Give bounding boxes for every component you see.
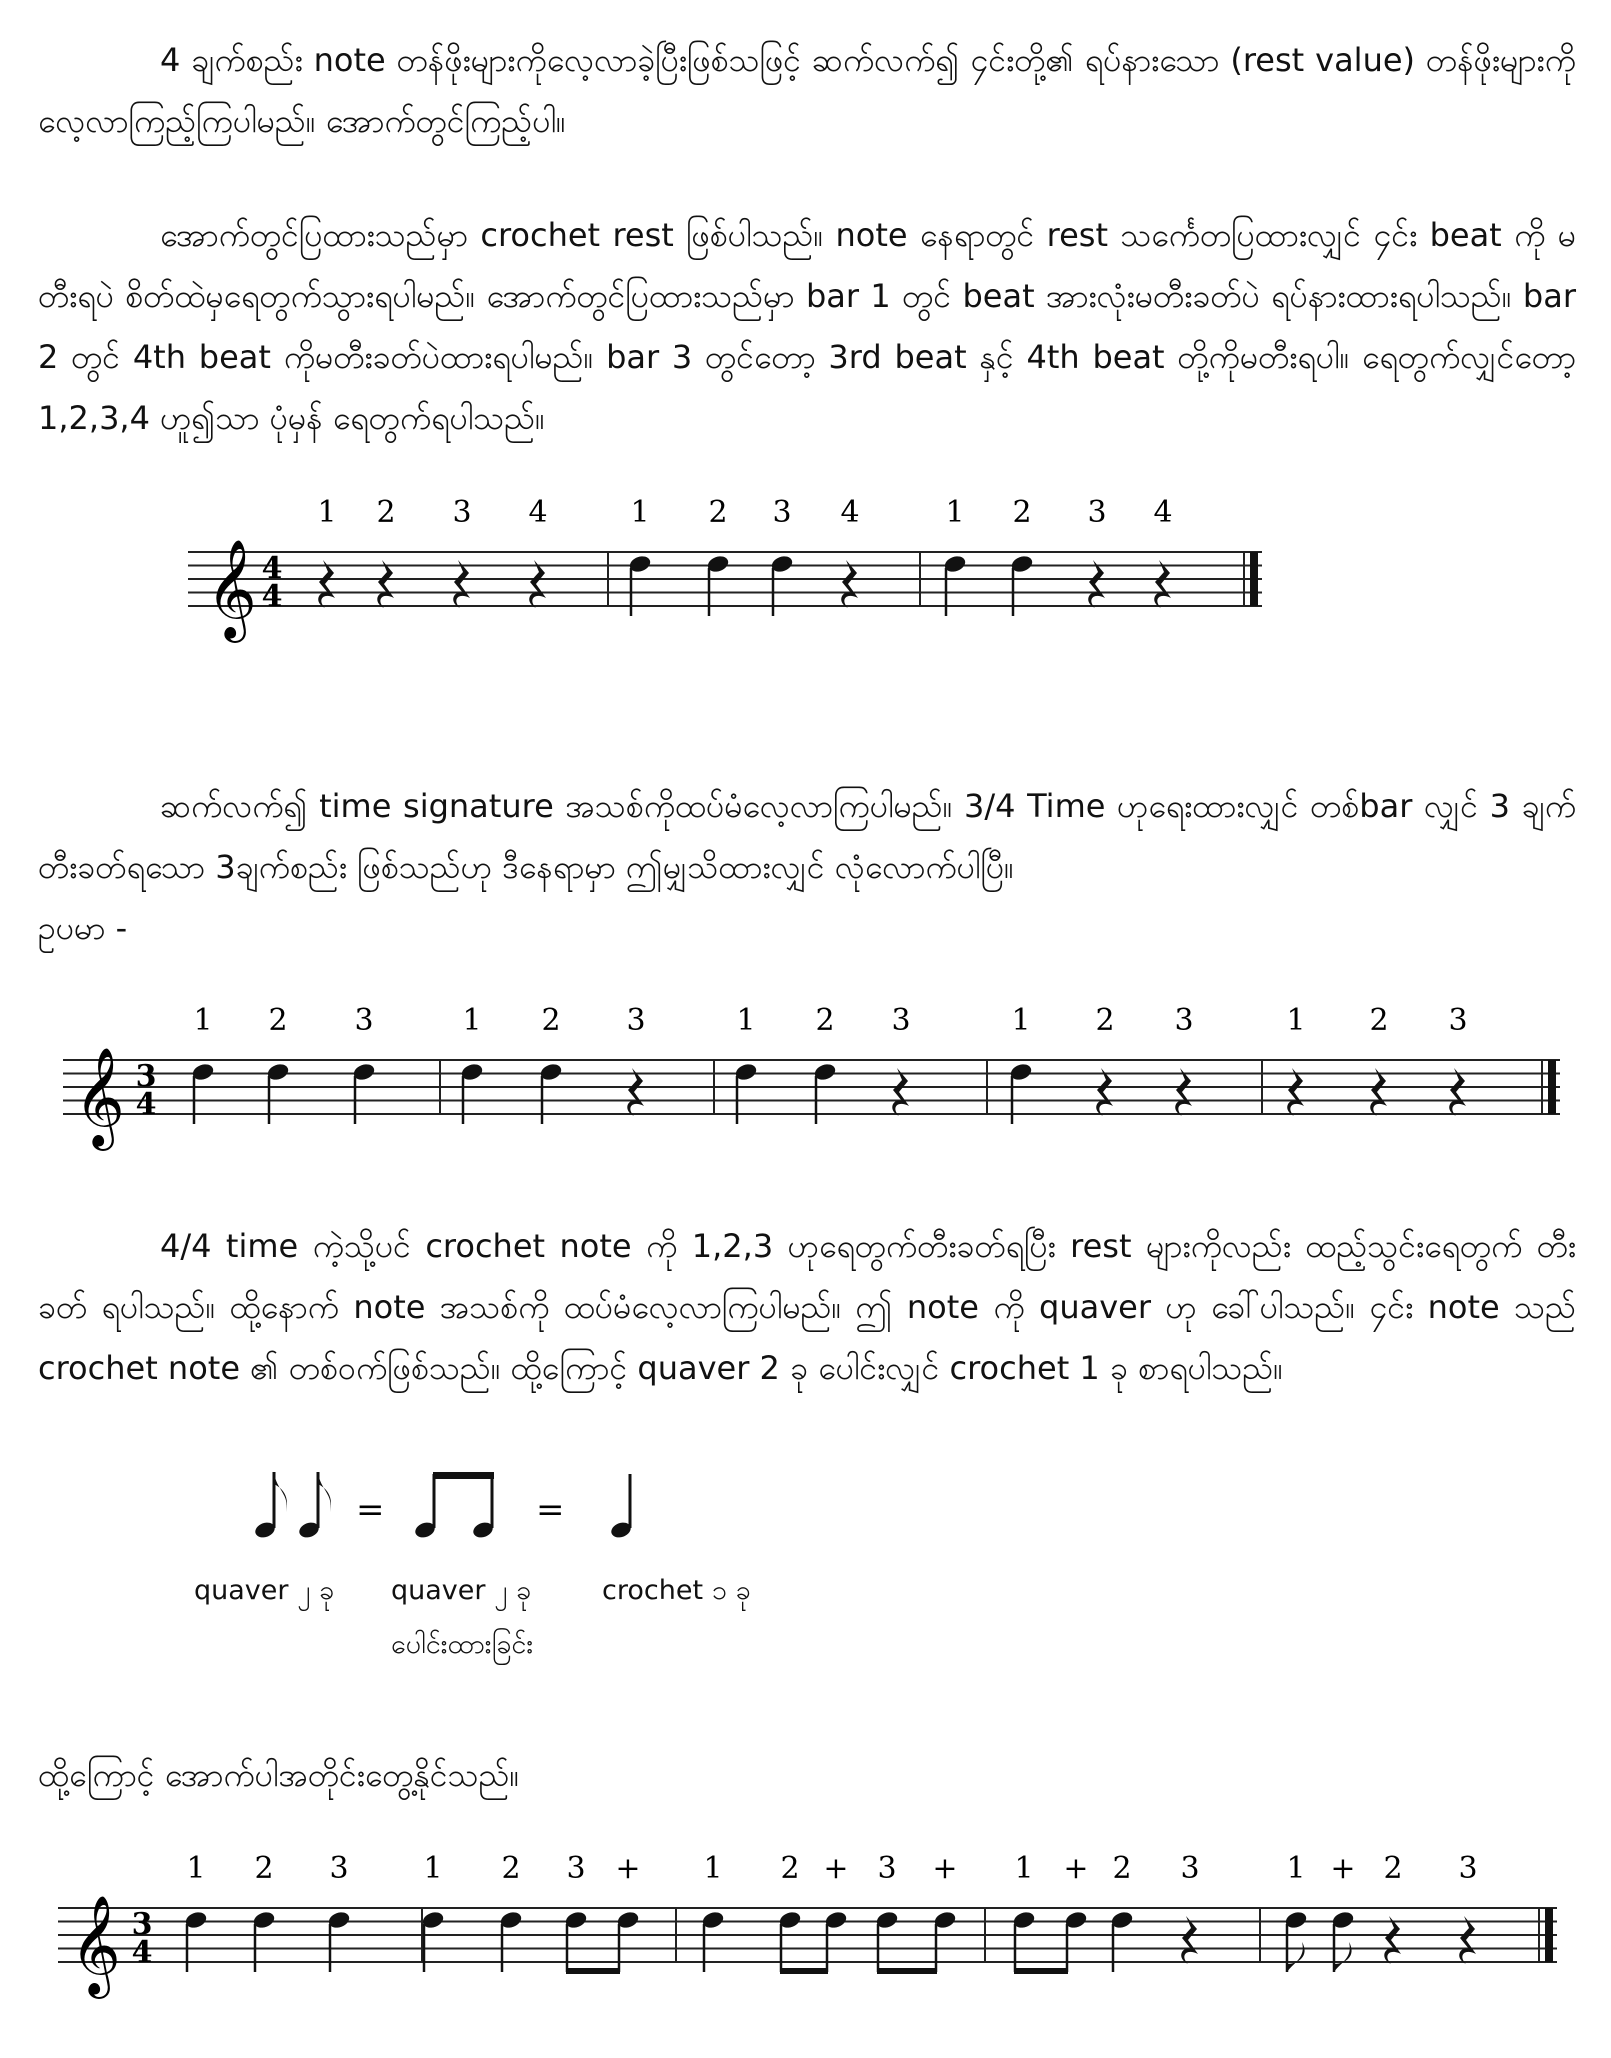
quaver-beam bbox=[877, 1968, 937, 1974]
quaver-flag bbox=[1287, 1942, 1305, 1972]
notehead bbox=[943, 554, 968, 575]
beat-count-label: 3 bbox=[329, 1851, 349, 1886]
crochet-rest-icon bbox=[892, 1068, 909, 1116]
notehead bbox=[1331, 1910, 1356, 1931]
paragraph-quaver-intro: 4/4 time ကဲ့သို့ပင် crochet note ကို 1,2,3 ဟုရေတွက်တီးခတ်ရပြီး rest များကိုလည်း ထည့်သွင်းရေတွက် တီးခတ် ရပါသည်။ ထို့နောက် note အသစ်ကို ထပ်မံလေ့လာကြပါမည်။ ဤ note ကို quaver ဟု ခေါ်ပါသည်။ ၄င်း note သည် crochet note ၏ တစ်ဝက်ဖြစ်သည်။ ထို့ကြောင့် quaver 2 ခု ပေါင်းလျှင် crochet 1 ခု စာရပါသည်။ bbox=[38, 1227, 1576, 1387]
quaver-pair-label: quaver ၂ ခု bbox=[194, 1575, 335, 1606]
beat-count-label: 1 bbox=[193, 1003, 213, 1038]
beamed-quaver-label-2: ပေါင်းထားခြင်း bbox=[391, 1629, 534, 1660]
crochet-rest-icon bbox=[1181, 1916, 1198, 1964]
paragraph-three-four-time: ဆက်လက်၍ time signature အသစ်ကိုထပ်မံလေ့လာကြပါမည်။ 3/4 Time ဟုရေးထားလျှင် တစ်bar လျှင် 3 ချက်တီးခတ်ရသော 3ချက်စည်း ဖြစ်သည်ဟု ဒီနေရာမှာ ဤမျှသိထားလျှင် လုံလောက်ပါပြီ။ bbox=[38, 787, 1576, 886]
crochet-rest-icon bbox=[1096, 1068, 1113, 1116]
time-signature-top: 3 bbox=[135, 1059, 157, 1094]
crochet-rest-icon bbox=[1088, 560, 1105, 608]
notehead bbox=[1009, 1062, 1034, 1083]
paragraph-rest-intro: 4 ချက်စည်း note တန်ဖိုးများကိုလေ့လာခဲ့ပြီးဖြစ်သဖြင့် ဆက်လက်၍ ၄င်းတို့၏ ရပ်နားသော (rest value) တန်ဖိုးများကို လေ့လာကြည့်ကြပါမည်။ အောက်တွင်ကြည့်ပါ။ bbox=[38, 41, 1576, 140]
final-barline-thick bbox=[1548, 1060, 1556, 1114]
notehead bbox=[1012, 1910, 1037, 1931]
notehead bbox=[824, 1910, 849, 1931]
beat-count-label: 3 bbox=[452, 495, 472, 530]
beat-count-label: 1 bbox=[1011, 1003, 1031, 1038]
time-signature-bottom: 4 bbox=[261, 579, 283, 614]
paragraph-crochet-rest: အောက်တွင်ပြထားသည်မှာ crochet rest ဖြစ်ပါသည်။ note နေရာတွင် rest သင်္ကေတပြထားလျှင် ၄င်း beat ကို မတီးရပဲ စိတ်ထဲမှရေတွက်သွားရပါမည်။ အောက်တွင်ပြထားသည်မှာ bar 1 တွင် beat အားလုံးမတီးခတ်ပဲ ရပ်နားထားရပါသည်။ bar 2 တွင် 4th beat ကိုမတီးခတ်ပဲထားရပါမည်။ bar 3 တွင်တော့ 3rd beat နှင့် 4th beat တို့ကိုမတီးရပါ။ ရေတွက်လျှင်တော့ 1,2,3,4 ဟူ၍သာ ပုံမှန် ရေတွက်ရပါသည်။ bbox=[38, 216, 1576, 437]
beat-count-label: 2 bbox=[268, 1003, 288, 1038]
quaver-beam bbox=[1014, 1968, 1068, 1974]
beat-count-label: 3 bbox=[566, 1851, 586, 1886]
beat-count-label: 2 bbox=[1095, 1003, 1115, 1038]
beat-count-label: 3 bbox=[1448, 1003, 1468, 1038]
notehead bbox=[628, 554, 653, 575]
crochet-rest-icon bbox=[1449, 1068, 1466, 1116]
notehead bbox=[460, 1062, 485, 1083]
beat-count-label: 2 bbox=[780, 1851, 800, 1886]
notehead bbox=[706, 554, 731, 575]
time-signature-top: 3 bbox=[131, 1907, 153, 1942]
time-signature-bottom: 4 bbox=[131, 1935, 153, 1970]
beat-count-label: 1 bbox=[423, 1851, 443, 1886]
equals-sign: = bbox=[356, 1490, 385, 1530]
beat-count-label: 1 bbox=[462, 1003, 482, 1038]
beat-count-label: 4 bbox=[840, 495, 860, 530]
beat-count-label: 1 bbox=[186, 1851, 206, 1886]
crochet-rest-icon bbox=[529, 560, 546, 608]
notehead bbox=[421, 1910, 446, 1931]
beat-count-label: + bbox=[615, 1851, 641, 1886]
equals-sign: = bbox=[536, 1490, 565, 1530]
treble-clef-icon: 𝄞 bbox=[74, 1047, 125, 1147]
beat-count-label: 1 bbox=[1286, 1003, 1306, 1038]
notehead bbox=[539, 1062, 564, 1083]
notehead bbox=[252, 1910, 277, 1931]
crochet-rest-icon bbox=[453, 560, 470, 608]
beat-count-label: 1 bbox=[317, 495, 337, 530]
beat-count-label: 4 bbox=[528, 495, 548, 530]
beat-count-label: 1 bbox=[1286, 1851, 1306, 1886]
time-signature-bottom: 4 bbox=[135, 1087, 157, 1122]
beat-count-label: 3 bbox=[1458, 1851, 1478, 1886]
notehead bbox=[1064, 1910, 1089, 1931]
notehead bbox=[734, 1062, 759, 1083]
notehead bbox=[1110, 1910, 1135, 1931]
beat-count-label: 2 bbox=[254, 1851, 274, 1886]
beat-count-label: 3 bbox=[1174, 1003, 1194, 1038]
notehead bbox=[933, 1910, 958, 1931]
notehead bbox=[499, 1910, 524, 1931]
crochet-label: crochet ၁ ခု bbox=[602, 1575, 751, 1606]
crochet-rest-icon bbox=[1287, 1068, 1304, 1116]
notehead bbox=[770, 554, 795, 575]
beat-count-label: + bbox=[1330, 1851, 1356, 1886]
beat-count-label: 1 bbox=[703, 1851, 723, 1886]
beat-count-label: 3 bbox=[354, 1003, 374, 1038]
beat-count-label: 1 bbox=[1014, 1851, 1034, 1886]
beat-count-label: 2 bbox=[1383, 1851, 1403, 1886]
paragraph-therefore: ထို့ကြောင့် အောက်ပါအတိုင်းတွေ့နိုင်သည်။ bbox=[38, 1756, 520, 1794]
notehead bbox=[701, 1910, 726, 1931]
treble-clef-icon: 𝄞 bbox=[206, 539, 257, 639]
notehead bbox=[778, 1910, 803, 1931]
beat-count-label: 3 bbox=[1087, 495, 1107, 530]
notehead bbox=[266, 1062, 291, 1083]
beat-count-label: 3 bbox=[626, 1003, 646, 1038]
beat-count-label: 1 bbox=[736, 1003, 756, 1038]
beat-count-label: 3 bbox=[891, 1003, 911, 1038]
crochet-rest-icon bbox=[1370, 1068, 1387, 1116]
crochet-rest-icon bbox=[841, 560, 858, 608]
quaver-beam bbox=[566, 1968, 620, 1974]
quaver-flag bbox=[1334, 1942, 1352, 1972]
notehead bbox=[564, 1910, 589, 1931]
staff-group bbox=[63, 1003, 1560, 1151]
notehead bbox=[184, 1910, 209, 1931]
notehead bbox=[191, 1062, 216, 1083]
beat-count-label: 2 bbox=[376, 495, 396, 530]
notehead bbox=[813, 1062, 838, 1083]
quaver-note-icon bbox=[297, 1472, 331, 1540]
beamed-quavers-icon bbox=[413, 1472, 495, 1540]
final-barline-thick bbox=[1250, 552, 1258, 606]
beat-count-label: + bbox=[823, 1851, 849, 1886]
beat-count-label: + bbox=[1063, 1851, 1089, 1886]
crochet-rest-icon bbox=[377, 560, 394, 608]
beat-count-label: 2 bbox=[1369, 1003, 1389, 1038]
notehead bbox=[327, 1910, 352, 1931]
beat-count-label: 1 bbox=[630, 495, 650, 530]
beat-count-label: 3 bbox=[877, 1851, 897, 1886]
crochet-rest-icon bbox=[1175, 1068, 1192, 1116]
beat-count-label: 4 bbox=[1153, 495, 1173, 530]
notehead bbox=[875, 1910, 900, 1931]
treble-clef-icon: 𝄞 bbox=[70, 1895, 121, 1995]
beat-count-label: 2 bbox=[501, 1851, 521, 1886]
time-signature-top: 4 bbox=[261, 551, 283, 586]
staff-group bbox=[58, 1851, 1557, 1999]
crochet-rest-icon bbox=[1459, 1916, 1476, 1964]
notehead bbox=[616, 1910, 641, 1931]
beat-count-label: 3 bbox=[1180, 1851, 1200, 1886]
crochet-rest-icon bbox=[1154, 560, 1171, 608]
beat-count-label: 2 bbox=[1112, 1851, 1132, 1886]
quaver-beam bbox=[780, 1968, 828, 1974]
crochet-note-icon bbox=[609, 1474, 633, 1540]
crochet-rest-icon bbox=[1384, 1916, 1401, 1964]
beat-count-label: 3 bbox=[772, 495, 792, 530]
paragraph-example-label: ဥပမာ - bbox=[38, 909, 128, 947]
notehead bbox=[1284, 1910, 1309, 1931]
beat-count-label: 1 bbox=[945, 495, 965, 530]
quaver-note-icon bbox=[253, 1472, 287, 1540]
beat-count-label: 2 bbox=[1012, 495, 1032, 530]
final-barline-thick bbox=[1545, 1908, 1553, 1962]
beat-count-label: + bbox=[932, 1851, 958, 1886]
staff-group bbox=[188, 495, 1262, 643]
notehead bbox=[352, 1062, 377, 1083]
crochet-rest-icon bbox=[318, 560, 335, 608]
notehead bbox=[1010, 554, 1035, 575]
beamed-quaver-label: quaver ၂ ခု bbox=[391, 1575, 532, 1606]
beat-count-label: 2 bbox=[815, 1003, 835, 1038]
beat-count-label: 2 bbox=[541, 1003, 561, 1038]
crochet-rest-icon bbox=[627, 1068, 644, 1116]
beat-count-label: 2 bbox=[708, 495, 728, 530]
